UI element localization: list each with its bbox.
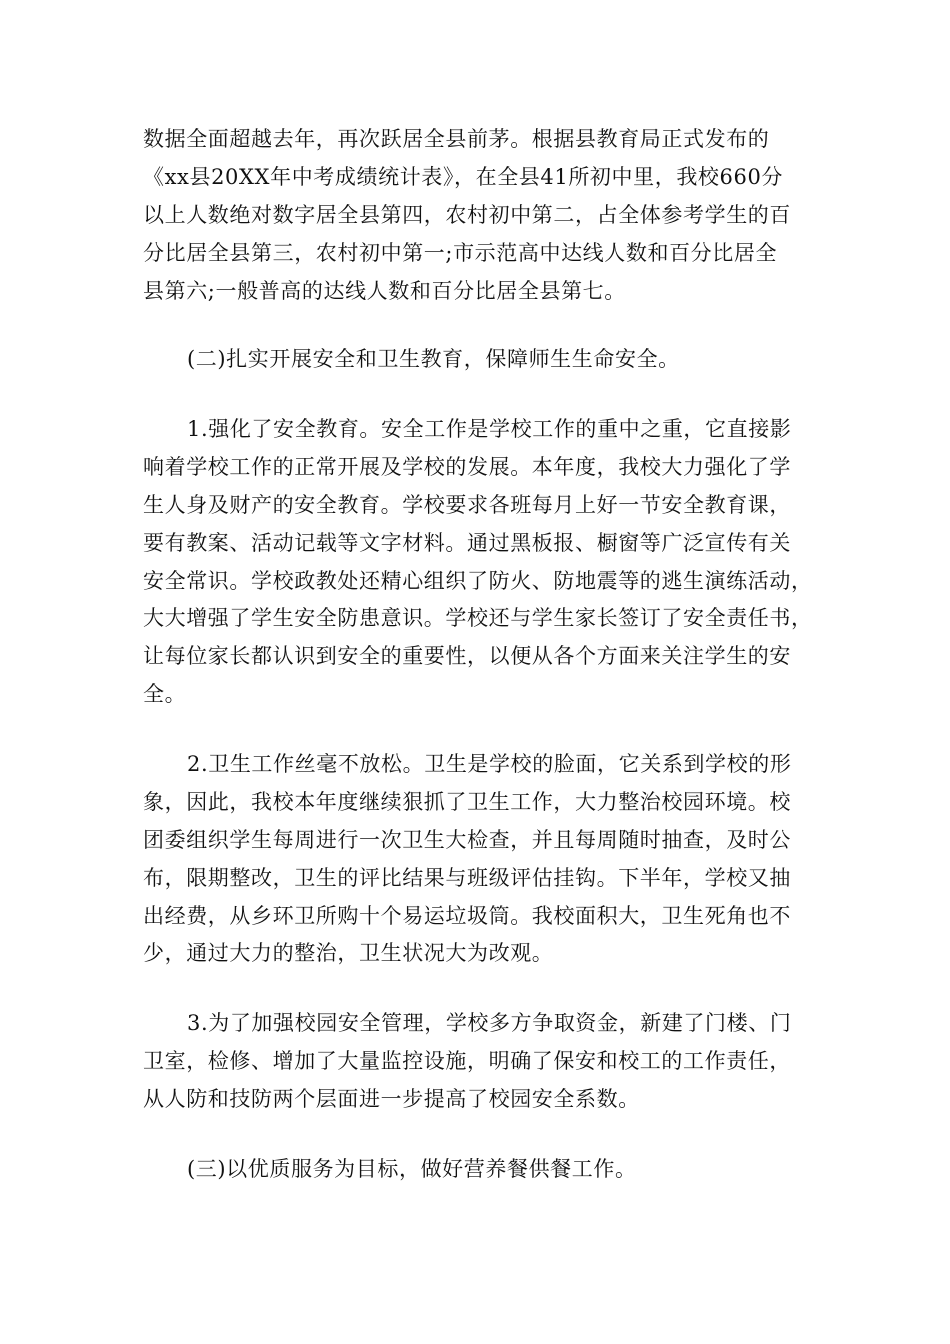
paragraph-1-line-5: 县第六;一般普高的达线人数和百分比居全县第七。	[143, 279, 626, 303]
item-2-line-5: 出经费，从乡环卫所购十个易运垃圾筒。我校面积大，卫生死角也不	[143, 904, 791, 928]
item-1-line-5: 安全常识。学校政教处还精心组织了防火、防地震等的逃生演练活动，	[143, 569, 813, 593]
paragraph-1-line-4: 分比居全县第三，农村初中第一;市示范高中达线人数和百分比居全	[143, 241, 778, 265]
paragraph-1-line-3: 以上人数绝对数字居全县第四，农村初中第二，占全体参考学生的百	[143, 203, 791, 227]
item-1-line-6: 大大增强了学生安全防患意识。学校还与学生家长签订了安全责任书，	[143, 606, 813, 630]
item-1-line-8: 全。	[143, 682, 187, 706]
item-2-line-1: 2.卫生工作丝毫不放松。卫生是学校的脸面，它关系到学校的形	[187, 752, 792, 776]
section-heading-2: (二)扎实开展安全和卫生教育，保障师生生命安全。	[187, 347, 680, 371]
paragraph-1-line-1: 数据全面超越去年，再次跃居全县前茅。根据县教育局正式发布的	[143, 127, 770, 151]
item-1-line-2: 响着学校工作的正常开展及学校的发展。本年度，我校大力强化了学	[143, 455, 791, 479]
item-1-line-1: 1.强化了安全教育。安全工作是学校工作的重中之重，它直接影	[187, 417, 792, 441]
item-2-line-2: 象，因此，我校本年度继续狠抓了卫生工作，大力整治校园环境。校	[143, 790, 791, 814]
item-1-line-4: 要有教案、活动记载等文字材料。通过黑板报、橱窗等广泛宣传有关	[143, 531, 791, 555]
item-3-line-3: 从人防和技防两个层面进一步提高了校园安全系数。	[143, 1087, 640, 1111]
paragraph-1-line-2: 《xx县20XX年中考成绩统计表》，在全县41所初中里，我校660分	[143, 165, 784, 189]
item-1-line-3: 生人身及财产的安全教育。学校要求各班每月上好一节安全教育课，	[143, 493, 791, 517]
item-2-line-4: 布，限期整改，卫生的评比结果与班级评估挂钩。下半年，学校又抽	[143, 866, 791, 890]
item-3-line-2: 卫室，检修、增加了大量监控设施，明确了保安和校工的工作责任，	[143, 1049, 791, 1073]
section-heading-3: (三)以优质服务为目标，做好营养餐供餐工作。	[187, 1157, 637, 1181]
item-3-line-1: 3.为了加强校园安全管理，学校多方争取资金，新建了门楼、门	[187, 1011, 792, 1035]
item-1-line-7: 让每位家长都认识到安全的重要性，以便从各个方面来关注学生的安	[143, 644, 791, 668]
item-2-line-3: 团委组织学生每周进行一次卫生大检查，并且每周随时抽查，及时公	[143, 828, 791, 852]
item-2-line-6: 少，通过大力的整治，卫生状况大为改观。	[143, 941, 554, 965]
